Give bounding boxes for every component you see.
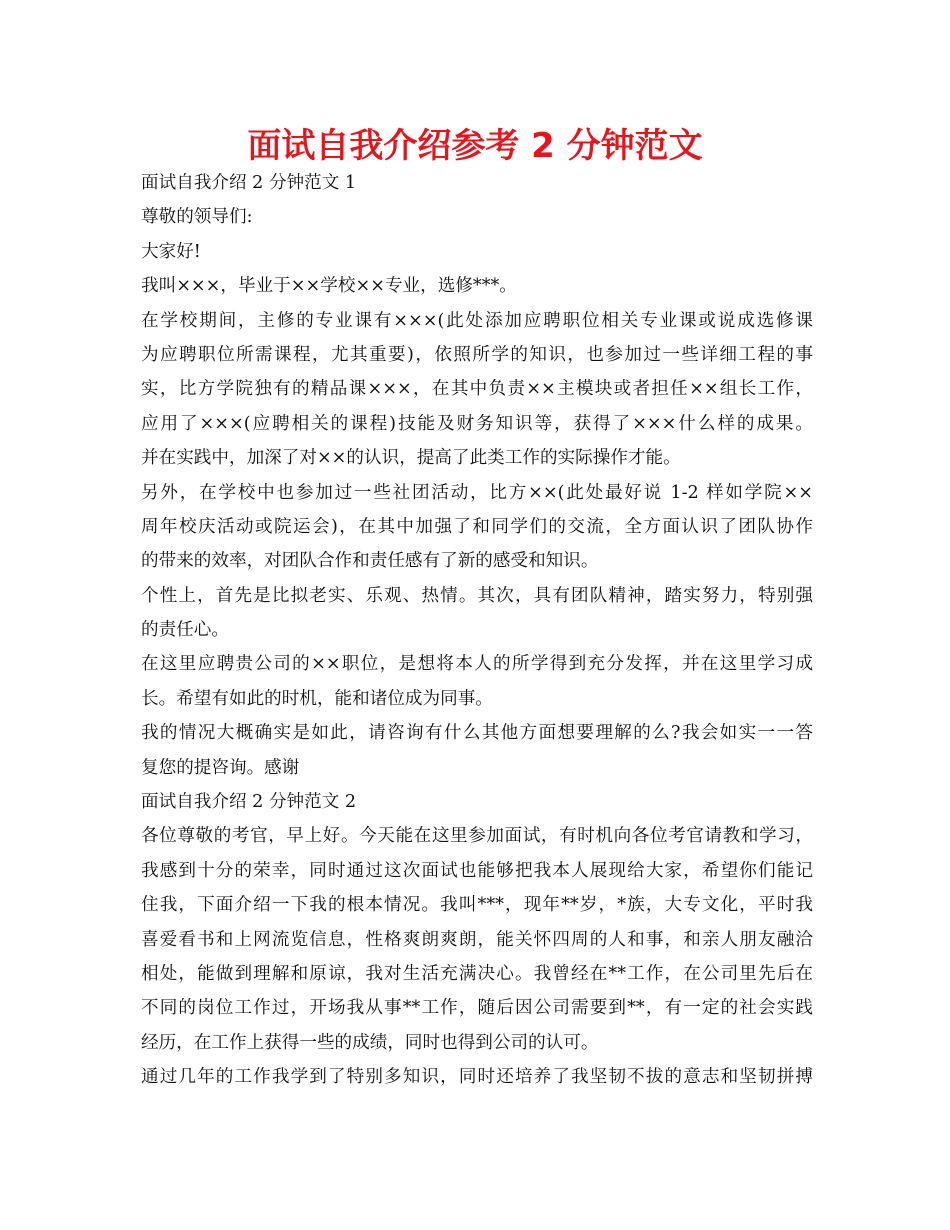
- text-line: 面试自我介绍 2 分钟范文 1: [141, 173, 357, 193]
- text-line: 的带来的效率，对团队合作和责任感有了新的感受和知识。: [141, 551, 599, 572]
- text-line: 个性上，首先是比拟老实、乐观、热情。其次，具有团队精神，踏实努力，特别强: [141, 585, 813, 606]
- text-line: 周年校庆活动或院运会)，在其中加强了和同学们的交流，全方面认识了团队协作: [141, 516, 813, 537]
- text-line: 我的情况大概确实是如此，请咨询有什么其他方面想要理解的么?我会如实一一答: [141, 723, 813, 744]
- text-line: 相处，能做到理解和原谅，我对生活充满决心。我曾经在**工作，在公司里先后在: [141, 963, 813, 984]
- text-line: 不同的岗位工作过，开场我从事**工作，随后因公司需要到**，有一定的社会实践: [141, 998, 813, 1019]
- text-line: 大家好!: [141, 241, 201, 262]
- text-line: 应用了×××(应聘相关的课程)技能及财务知识等，获得了×××什么样的成果。: [141, 413, 813, 434]
- text-line: 喜爱看书和上网流览信息，性格爽朗爽朗，能关怀四周的人和事，和亲人朋友融洽: [141, 929, 813, 950]
- text-line: 复您的提咨询。感谢: [141, 757, 300, 778]
- text-line: 通过几年的工作我学到了特别多知识，同时还培养了我坚韧不拔的意志和坚韧拼搏: [141, 1067, 813, 1088]
- text-line: 经历，在工作上获得一些的成绩，同时也得到公司的认可。: [141, 1032, 599, 1053]
- text-line: 住我，下面介绍一下我的根本情况。我叫***，现年**岁，*族，大专文化，平时我: [141, 895, 813, 916]
- document-title: 面试自我介绍参考 2 分钟范文: [247, 126, 703, 166]
- text-line: 面试自我介绍 2 分钟范文 2: [141, 792, 357, 813]
- document-body: [141, 166, 813, 1095]
- text-line: 为应聘职位所需课程，尤其重要)，依照所学的知识，也参加过一些详细工程的事: [141, 344, 813, 365]
- text-line: 各位尊敬的考官，早上好。今天能在这里参加面试，有时机向各位考官请教和学习，: [141, 826, 813, 847]
- text-line: 在这里应聘贵公司的××职位，是想将本人的所学得到充分发挥，并在这里学习成: [141, 654, 813, 675]
- text-line: 另外，在学校中也参加过一些社团活动，比方××(此处最好说 1-2 样如学院××: [141, 482, 813, 503]
- text-line: 的责任心。: [141, 620, 229, 641]
- text-line: 尊敬的领导们:: [141, 207, 253, 228]
- text-line: 实，比方学院独有的精品课×××，在其中负责××主模块或者担任××组长工作，: [141, 379, 813, 400]
- text-line: 我叫×××，毕业于××学校××专业，选修***。: [141, 276, 517, 297]
- text-line: 长。希望有如此的时机，能和诸位成为同事。: [141, 688, 493, 709]
- text-line: 并在实践中，加深了对××的认识，提高了此类工作的实际操作才能。: [141, 448, 681, 469]
- text-line: 我感到十分的荣幸，同时通过这次面试也能够把我本人展现给大家，希望你们能记: [141, 860, 813, 881]
- text-line: 在学校期间，主修的专业课有×××(此处添加应聘职位相关专业课或说成选修课: [141, 310, 813, 331]
